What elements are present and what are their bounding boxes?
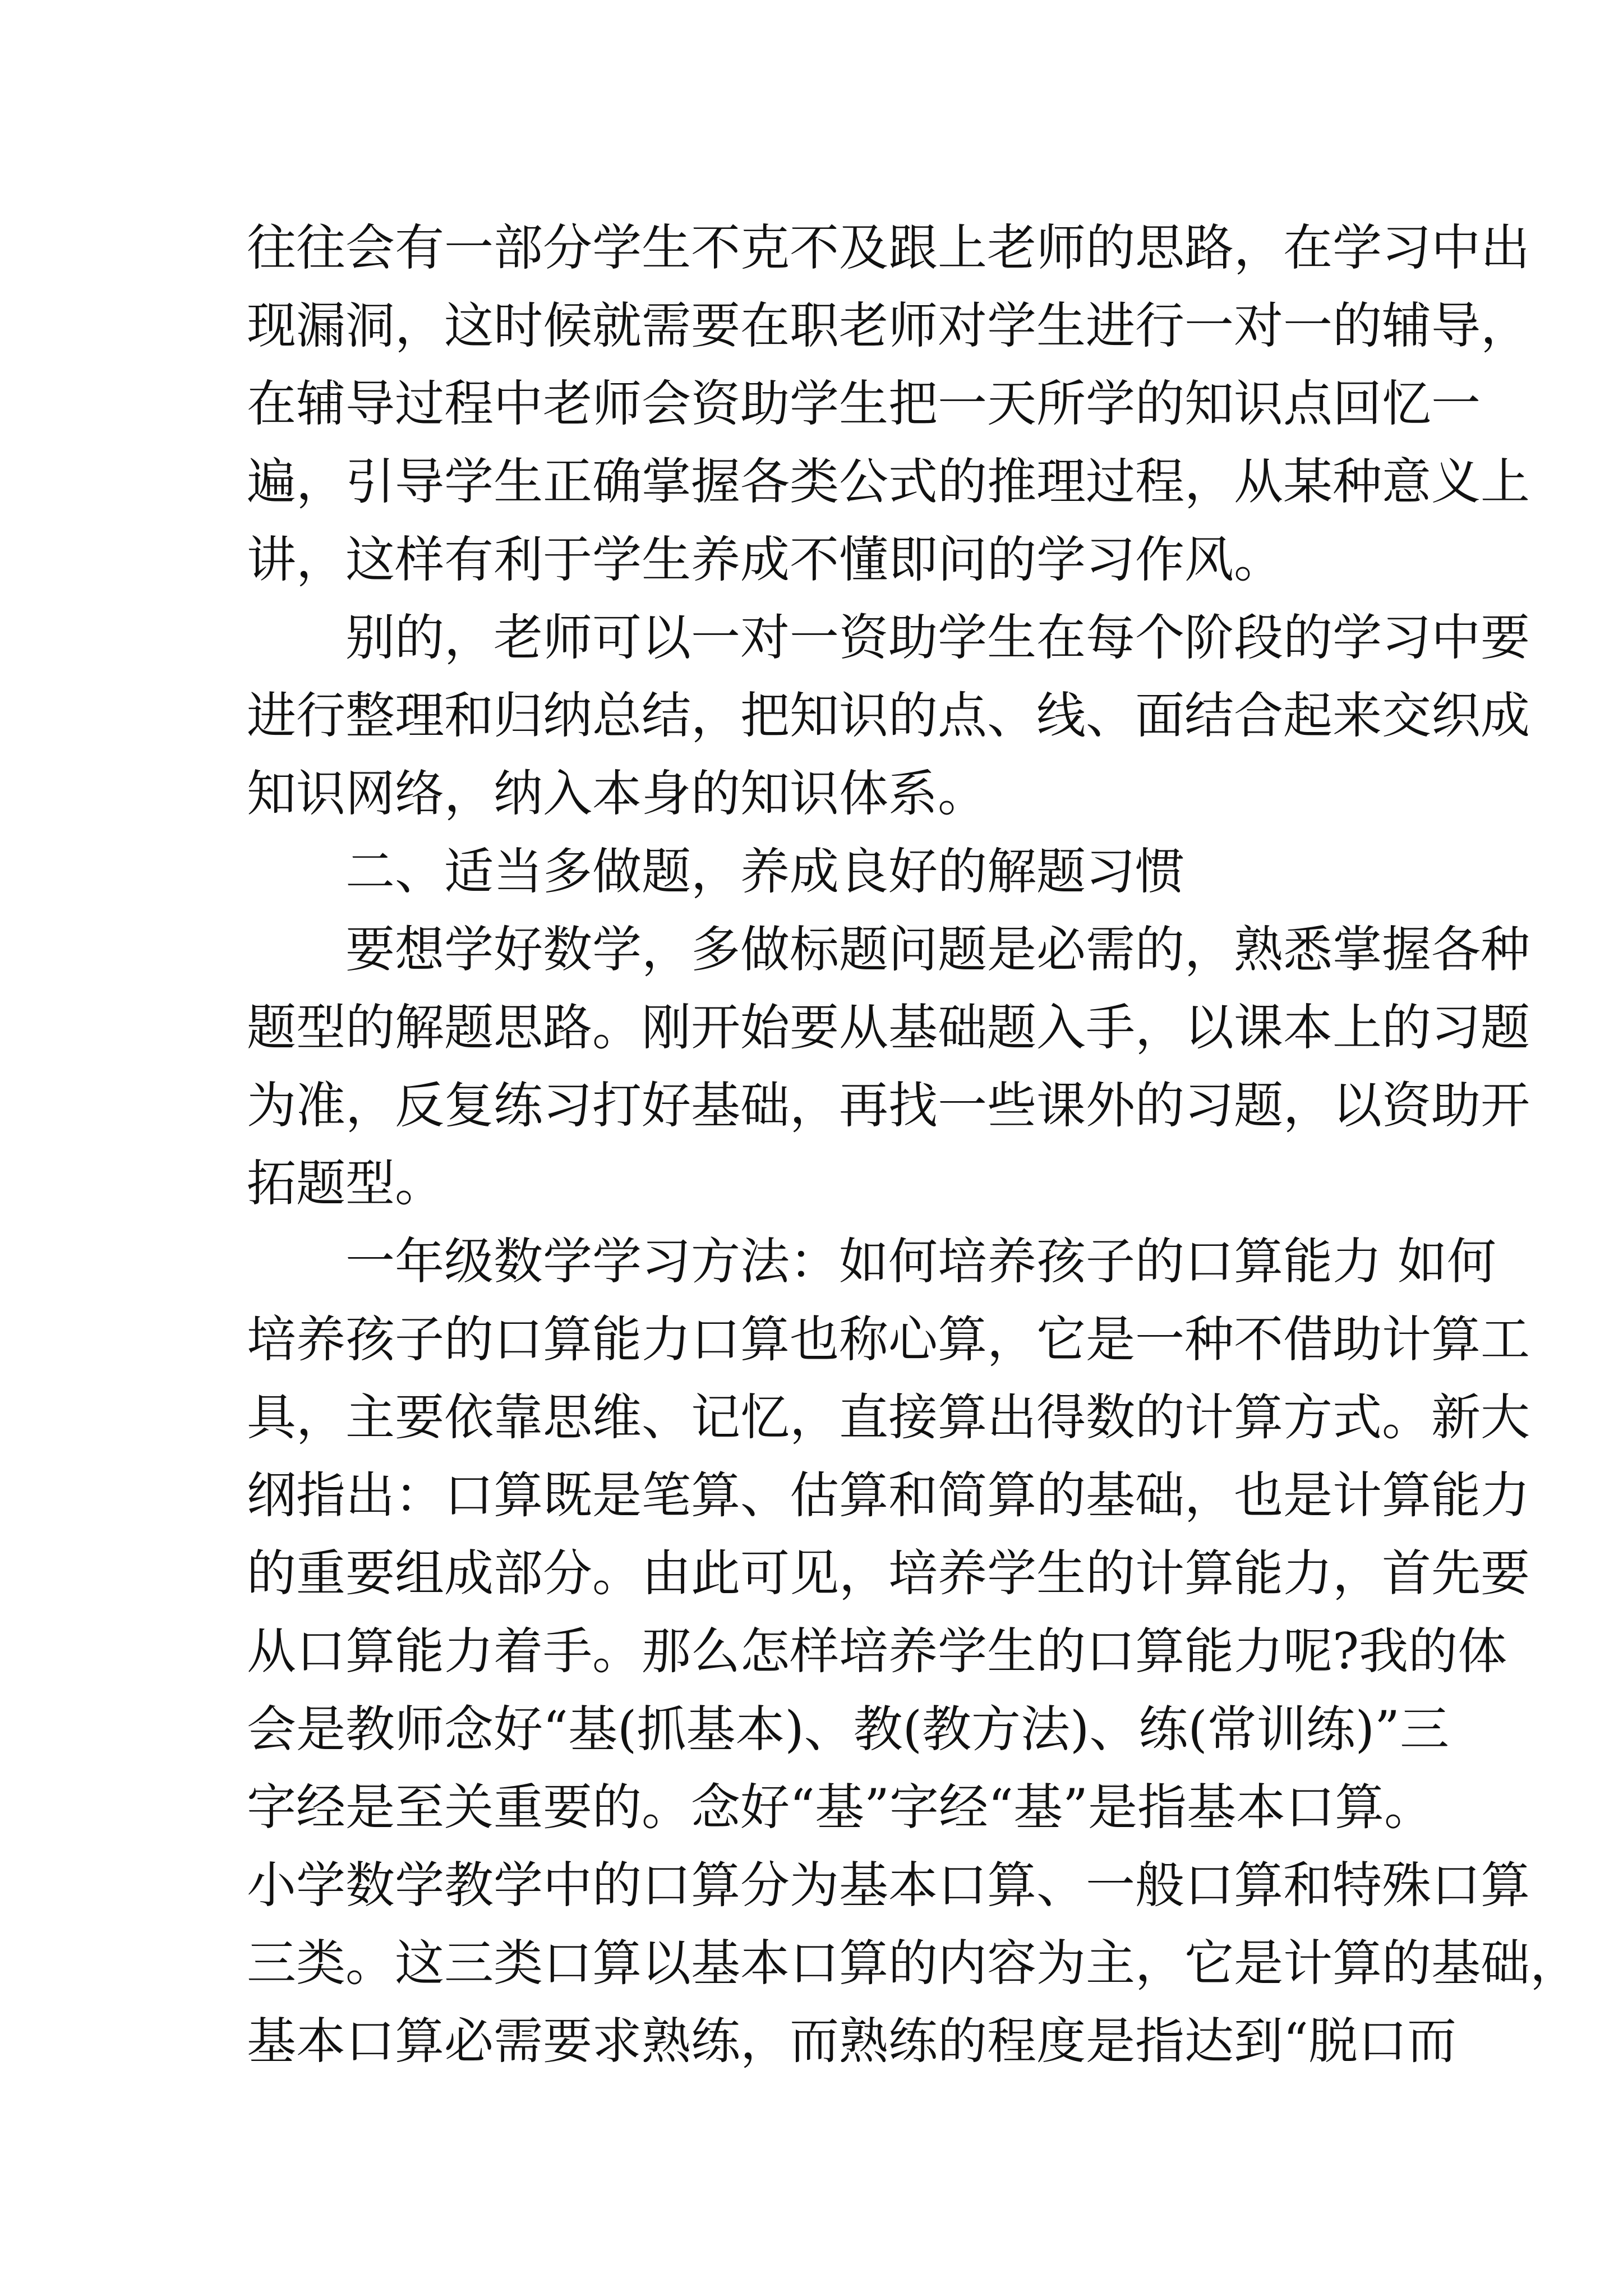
text-line: 遍，引导学生正确掌握各类公式的推理过程，从某种意义上 [247, 453, 1530, 510]
text-line: 字经是至关重要的。念好“基”字经“基”是指基本口算。 [247, 1778, 1433, 1836]
text-line: 为准，反复练习打好基础，再找一些课外的习题，以资助开 [247, 1076, 1530, 1134]
text-line: 往往会有一部分学生不克不及跟上老师的思路，在学习中出 [247, 219, 1530, 277]
text-line: 要想学好数学，多做标题问题是必需的，熟悉掌握各种 [345, 921, 1530, 978]
body-text [247, 209, 1580, 2080]
text-line: 别的，老师可以一对一资助学生在每个阶段的学习中要 [345, 609, 1530, 666]
text-line: 小学数学教学中的口算分为基本口算、一般口算和特殊口算 [247, 1856, 1530, 1914]
text-line: 拓题型。 [247, 1154, 445, 1212]
text-line: 讲，这样有利于学生养成不懂即问的学习作风。 [247, 531, 1284, 588]
text-line: 培养孩子的口算能力口算也称心算，它是一种不借助计算工 [247, 1310, 1530, 1368]
text-line: 基本口算必需要求熟练，而熟练的程度是指达到“脱口而 [247, 2012, 1456, 2070]
text-line: 会是教师念好“基(抓基本)、教(教方法)、练(常训练)”三 [247, 1700, 1449, 1758]
text-line: 具，主要依靠思维、记忆，直接算出得数的计算方式。新大 [247, 1388, 1530, 1446]
text-line: 知识网络，纳入本身的知识体系。 [247, 765, 988, 822]
text-line: 纲指出：口算既是笔算、估算和简算的基础，也是计算能力 [247, 1466, 1530, 1524]
section-heading: 二、适当多做题，养成良好的解题习惯 [345, 843, 1185, 900]
text-line: 现漏洞，这时候就需要在职老师对学生进行一对一的辅导， [247, 297, 1530, 355]
text-line: 一年级数学学习方法：如何培养孩子的口算能力 如何 [345, 1232, 1496, 1290]
text-line: 从口算能力着手。那么怎样培养学生的口算能力呢?我的体 [247, 1622, 1507, 1680]
text-line: 在辅导过程中老师会资助学生把一天所学的知识点回忆一 [247, 375, 1481, 432]
text-line: 题型的解题思路。刚开始要从基础题入手，以课本上的习题 [247, 999, 1530, 1056]
text-line: 进行整理和归纳总结，把知识的点、线、面结合起来交织成 [247, 687, 1530, 744]
text-line: 的重要组成部分。由此可见，培养学生的计算能力，首先要 [247, 1544, 1530, 1602]
text-line: 三类。这三类口算以基本口算的内容为主，它是计算的基础， [247, 1934, 1580, 1992]
